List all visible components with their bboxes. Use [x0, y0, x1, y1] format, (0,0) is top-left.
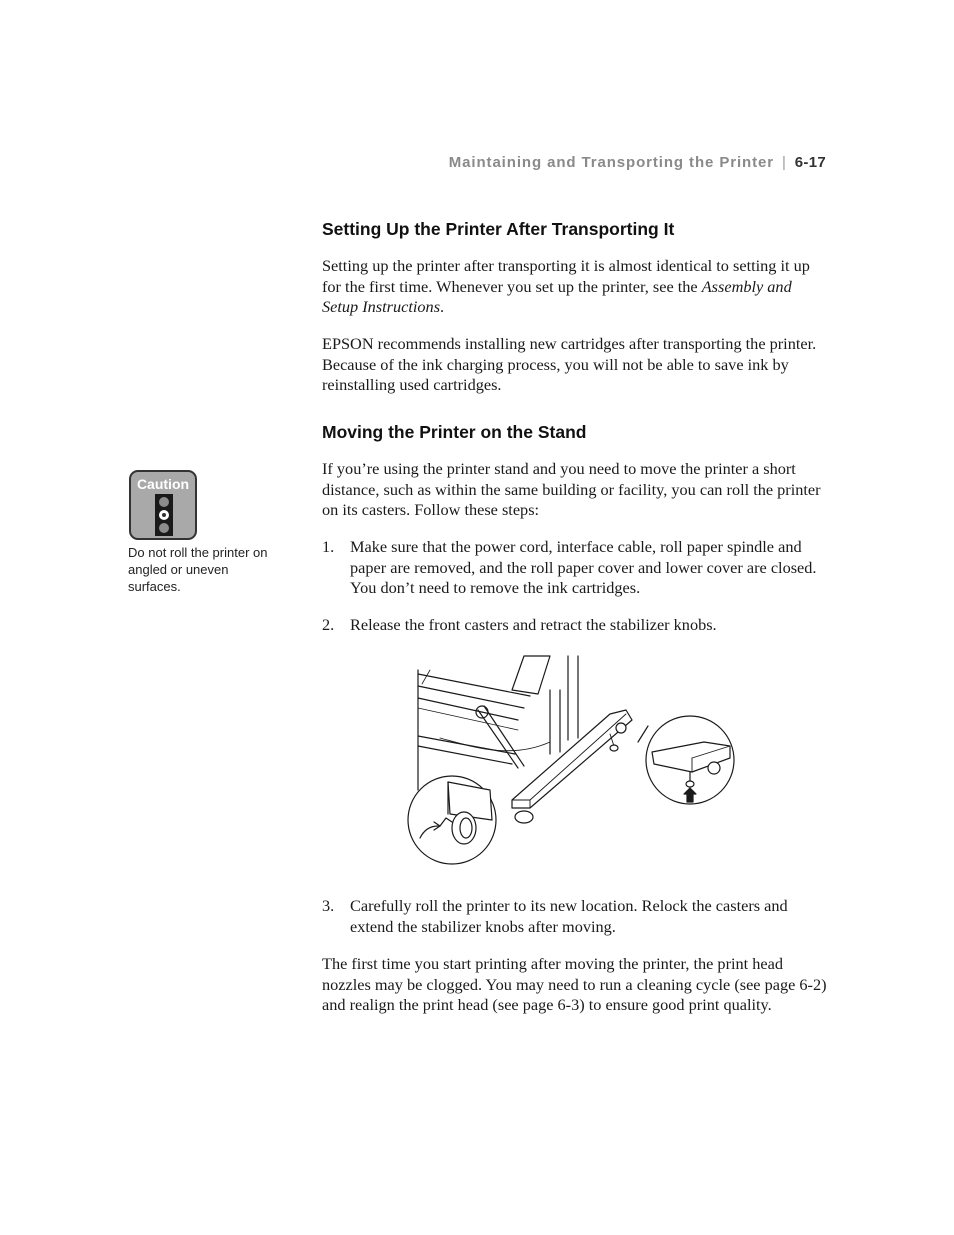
setup-paragraph-2: EPSON recommends installing new cartridges after transporting the printer. Because of the ink charging process, you will not be able to save ink by reinstalling used cartridges. [322, 334, 817, 394]
step-number: 2. [322, 615, 335, 634]
caution-note: Do not roll the printer on angled or uneven surfaces. [128, 545, 268, 594]
light-bottom-icon [159, 523, 169, 533]
moving-intro-paragraph: If you’re using the printer stand and you need to move the printer a short distance, such as within the same building or facility, you can roll the printer on its casters. Follow these steps: [322, 459, 821, 519]
closing-paragraph: The first time you start printing after moving the printer, the print head nozzles may be clogged. You may need to run a cleaning cycle (see page 6-2) and realign the print head (see page 6-3) to ensure good print quality. [322, 954, 827, 1014]
chapter-title: Maintaining and Transporting the Printer [448, 154, 774, 171]
printer-stand-illustration [400, 650, 740, 872]
light-top-icon [159, 497, 169, 507]
light-middle-icon [159, 510, 169, 520]
page-number: 6-17 [794, 154, 826, 171]
running-header [400, 154, 826, 171]
header-separator: | [781, 154, 787, 171]
step-text: Make sure that the power cord, interface cable, roll paper spindle and paper are removed, and the roll paper cover and lower cover are closed. You don’t need to remove the ink cartridges. [350, 537, 817, 597]
assembly-instructions-reference: Assembly and Setup Instructions [322, 276, 792, 316]
step-text: Carefully roll the printer to its new location. Relock the casters and extend the stabilizer knobs after moving. [350, 896, 788, 936]
step-text: Release the front casters and retract the stabilizer knobs. [350, 615, 717, 634]
step-number: 3. [322, 896, 335, 915]
caution-icon [129, 470, 197, 540]
section-heading-setup: Setting Up the Printer After Transporting It [322, 219, 675, 239]
caution-label: Caution [136, 476, 190, 492]
traffic-light-icon [155, 494, 173, 536]
section-heading-moving: Moving the Printer on the Stand [322, 422, 587, 442]
step-number: 1. [322, 537, 335, 556]
setup-paragraph-1: Setting up the printer after transporting it is almost identical to setting it up for the first time. Whenever you set up the printer, see the Assembly and Setup Instructions. [322, 256, 810, 316]
